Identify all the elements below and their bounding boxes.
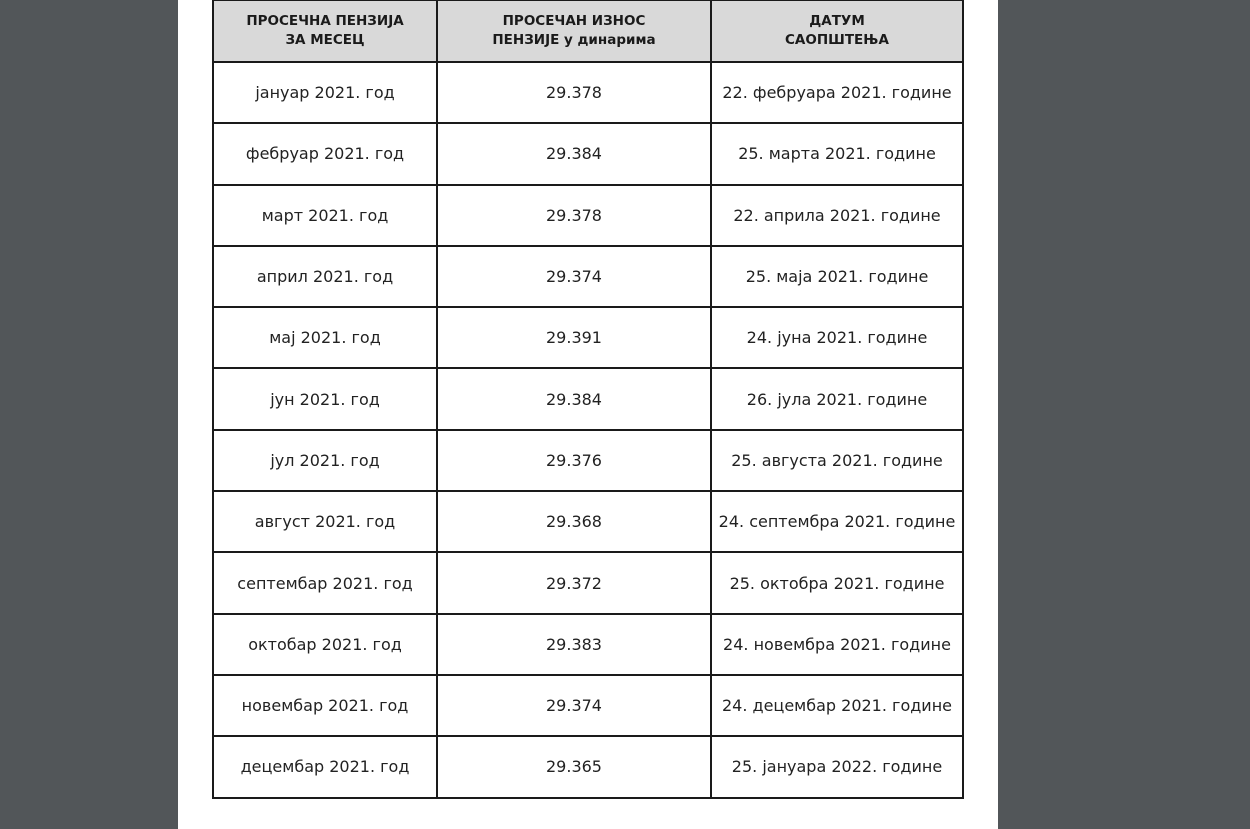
table-row xyxy=(213,368,963,429)
cell-month: децембар 2021. год xyxy=(213,736,437,797)
header-month-line2: ЗА МЕСЕЦ xyxy=(285,32,365,48)
cell-month: фебруар 2021. год xyxy=(213,123,437,184)
cell-date: 25. маја 2021. године xyxy=(711,246,963,307)
table-row xyxy=(213,491,963,552)
header-date-line2: САОПШТЕЊА xyxy=(785,32,889,48)
cell-date: 24. новембра 2021. године xyxy=(711,614,963,675)
header-amount-line1: ПРОСЕЧАН ИЗНОС xyxy=(502,13,646,29)
cell-month: јануар 2021. год xyxy=(213,62,437,123)
cell-amount: 29.374 xyxy=(437,675,711,736)
table-header-row xyxy=(213,0,963,62)
cell-amount: 29.391 xyxy=(437,307,711,368)
table-row xyxy=(213,552,963,613)
document-page xyxy=(178,0,998,829)
cell-month: јун 2021. год xyxy=(213,368,437,429)
table-row xyxy=(213,246,963,307)
cell-date: 24. децембар 2021. године xyxy=(711,675,963,736)
cell-date: 26. јула 2021. године xyxy=(711,368,963,429)
cell-amount: 29.378 xyxy=(437,185,711,246)
header-date-line1: ДАТУМ xyxy=(809,13,865,29)
cell-date: 25. октобра 2021. године xyxy=(711,552,963,613)
header-date xyxy=(711,0,963,62)
table-row xyxy=(213,430,963,491)
cell-date: 22. фебруара 2021. године xyxy=(711,62,963,123)
cell-month: август 2021. год xyxy=(213,491,437,552)
cell-month: новембар 2021. год xyxy=(213,675,437,736)
table-row xyxy=(213,123,963,184)
pension-table xyxy=(212,0,964,799)
cell-month: мај 2021. год xyxy=(213,307,437,368)
cell-date: 25. марта 2021. године xyxy=(711,123,963,184)
table-row xyxy=(213,675,963,736)
header-amount-line2: ПЕНЗИЈЕ у динарима xyxy=(492,32,656,48)
cell-amount: 29.368 xyxy=(437,491,711,552)
cell-amount: 29.384 xyxy=(437,123,711,184)
table-row xyxy=(213,307,963,368)
cell-month: септембар 2021. год xyxy=(213,552,437,613)
header-month-line1: ПРОСЕЧНА ПЕНЗИЈА xyxy=(246,13,404,29)
cell-amount: 29.374 xyxy=(437,246,711,307)
cell-date: 25. августа 2021. године xyxy=(711,430,963,491)
cell-amount: 29.376 xyxy=(437,430,711,491)
cell-date: 24. септембра 2021. године xyxy=(711,491,963,552)
cell-amount: 29.384 xyxy=(437,368,711,429)
table-row xyxy=(213,62,963,123)
cell-month: јул 2021. год xyxy=(213,430,437,491)
header-month xyxy=(213,0,437,62)
cell-amount: 29.378 xyxy=(437,62,711,123)
table-row xyxy=(213,185,963,246)
table-row xyxy=(213,614,963,675)
cell-month: октобар 2021. год xyxy=(213,614,437,675)
cell-month: април 2021. год xyxy=(213,246,437,307)
cell-month: март 2021. год xyxy=(213,185,437,246)
cell-amount: 29.383 xyxy=(437,614,711,675)
cell-amount: 29.365 xyxy=(437,736,711,797)
cell-date: 22. априла 2021. године xyxy=(711,185,963,246)
cell-date: 24. јуна 2021. године xyxy=(711,307,963,368)
cell-date: 25. јануара 2022. године xyxy=(711,736,963,797)
header-amount xyxy=(437,0,711,62)
table-row xyxy=(213,736,963,797)
cell-amount: 29.372 xyxy=(437,552,711,613)
